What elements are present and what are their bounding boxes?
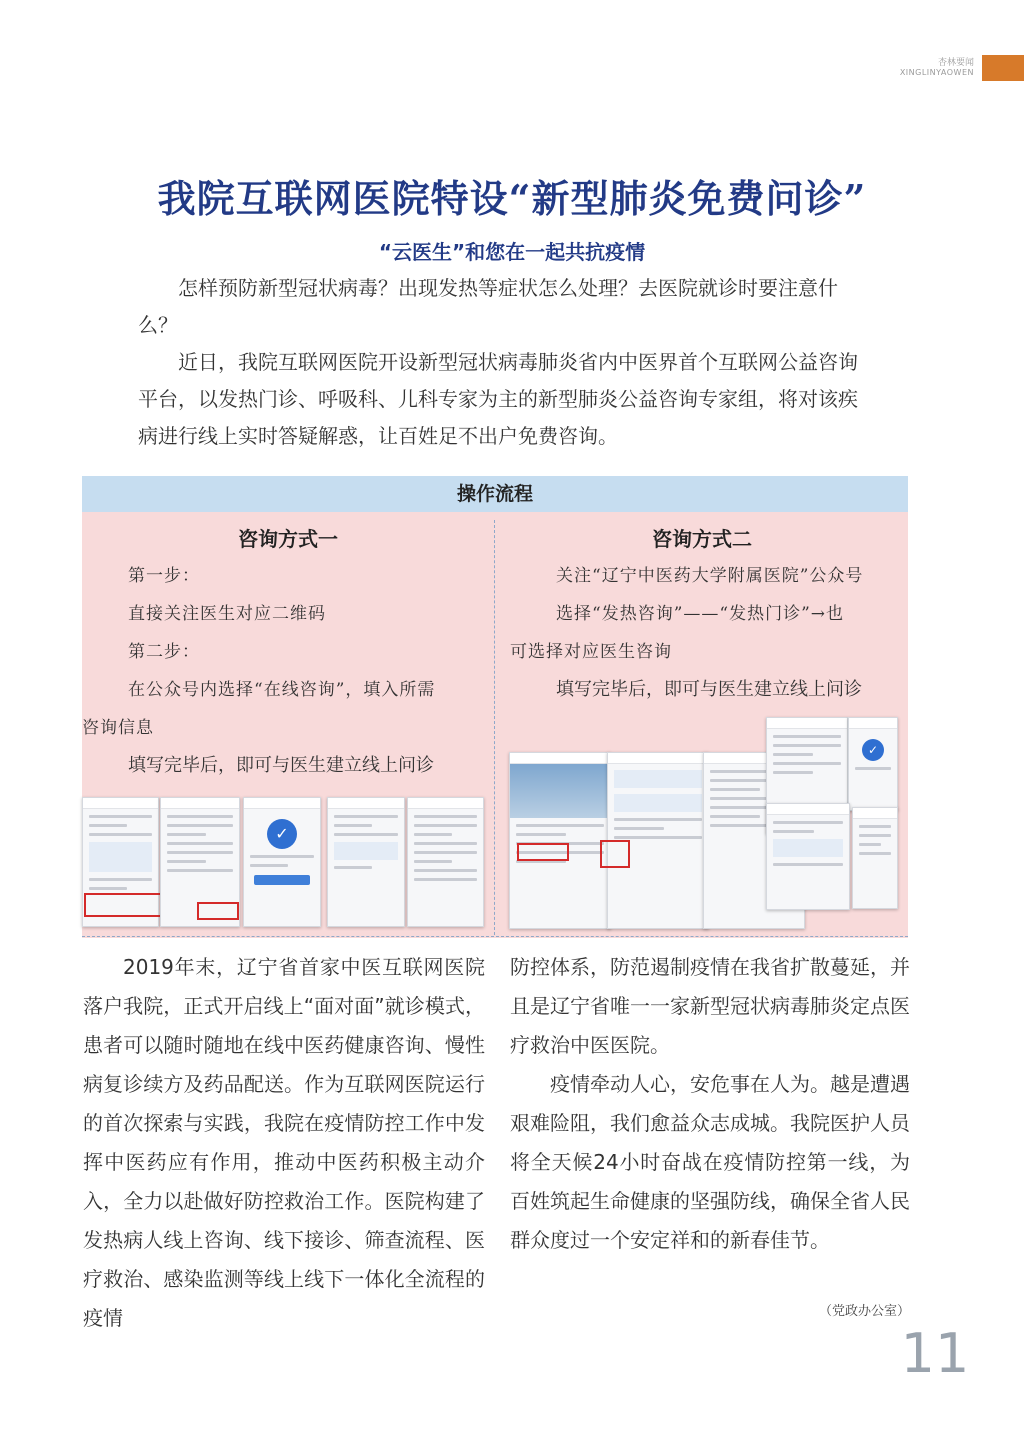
body-paragraph: 2019年末，辽宁省首家中医互联网医院落户我院，正式开启线上“面对面”就诊模式，患者可以随时随地在线中医药健康咨询、慢性病复诊续方及药品配送。作为互联网医院运行的首次探索与实践，我院在疫情防控工作中发挥中医药应有作用，推动中医药积极主动介入，全力以赴做好防控救治工作。医院构建了发热病人线上咨询、线下接诊、筛查流程、医疗救治、感染监测等线上线下一体化全流程的疫情	[83, 955, 485, 1330]
highlight-box	[517, 843, 569, 861]
highlight-box	[84, 893, 162, 917]
step-line: 选择“发热咨询”——“发热门诊”→也	[556, 604, 845, 624]
step-line: 第一步：	[128, 566, 200, 586]
intro-paragraph: 怎样预防新型冠状病毒？出现发热等症状怎么处理？去医院就诊时要注意什么？	[138, 276, 838, 337]
section-accent-bar	[982, 55, 1024, 81]
body-column-right	[510, 948, 910, 1260]
process-bottom-border	[82, 936, 908, 937]
highlight-box	[600, 840, 630, 868]
intro-text	[138, 270, 858, 455]
app-screenshot-detail	[407, 797, 484, 927]
app-screenshot-success	[243, 797, 321, 927]
app-screenshot-detail	[852, 807, 898, 909]
section-name: 杏林要闻	[937, 58, 974, 68]
method-two-heading: 咨询方式二	[652, 527, 752, 551]
method-one-heading: 咨询方式一	[238, 527, 338, 551]
body-column-left	[83, 948, 485, 1338]
article-title: 我院互联网医院特设“新型肺炎免费问诊”	[157, 176, 867, 221]
intro-paragraph: 近日，我院互联网医院开设新型冠状病毒肺炎省内中医界首个互联网公益咨询平台，以发热门诊、呼吸科、儿科专家为主的新型肺炎公益咨询专家组，将对该疾病进行线上实时答疑解惑，让百姓足不出户免费咨询。	[138, 350, 858, 448]
page-number: 11	[900, 1322, 970, 1385]
method-two-steps	[510, 557, 908, 709]
check-icon: ✓	[267, 819, 297, 849]
app-screenshot-chat	[766, 803, 850, 910]
author-signature: （党政办公室）	[818, 1304, 910, 1319]
step-line: 第二步：	[128, 642, 200, 662]
process-divider	[494, 520, 495, 935]
section-name-en: XINGLINYAOWEN	[899, 68, 974, 77]
process-heading: 操作流程	[82, 476, 908, 512]
step-line: 关注“辽宁中医药大学附属医院”公众号	[556, 566, 864, 586]
step-line: 咨询信息	[82, 718, 154, 738]
method-one-steps	[82, 557, 484, 785]
app-screenshot-success	[848, 717, 898, 811]
step-line: 在公众号内选择“在线咨询”，填入所需	[128, 680, 436, 700]
step-line: 填写完毕后，即可与医生建立线上问诊	[556, 679, 862, 700]
article-subtitle: “云医生”和您在一起共抗疫情	[378, 240, 646, 264]
app-screenshot-hospital	[509, 752, 611, 929]
body-paragraph: 防控体系，防范遏制疫情在我省扩散蔓延，并且是辽宁省唯一一家新型冠状病毒肺炎定点医疗救治中医医院。	[510, 955, 910, 1057]
highlight-box	[197, 902, 239, 920]
step-line: 直接关注医生对应二维码	[128, 604, 326, 624]
step-line: 可选择对应医生咨询	[510, 642, 672, 662]
step-line: 填写完毕后，即可与医生建立线上问诊	[128, 755, 434, 776]
check-icon: ✓	[862, 739, 884, 761]
body-paragraph: 疫情牵动人心，安危事在人为。越是遭遇艰难险阻，我们愈益众志成城。我院医护人员将全天候24小时奋战在疫情防控第一线，为百姓筑起生命健康的坚强防线，确保全省人民群众度过一个安定祥和的新春佳节。	[510, 1072, 910, 1252]
app-screenshot-chat	[327, 797, 405, 927]
